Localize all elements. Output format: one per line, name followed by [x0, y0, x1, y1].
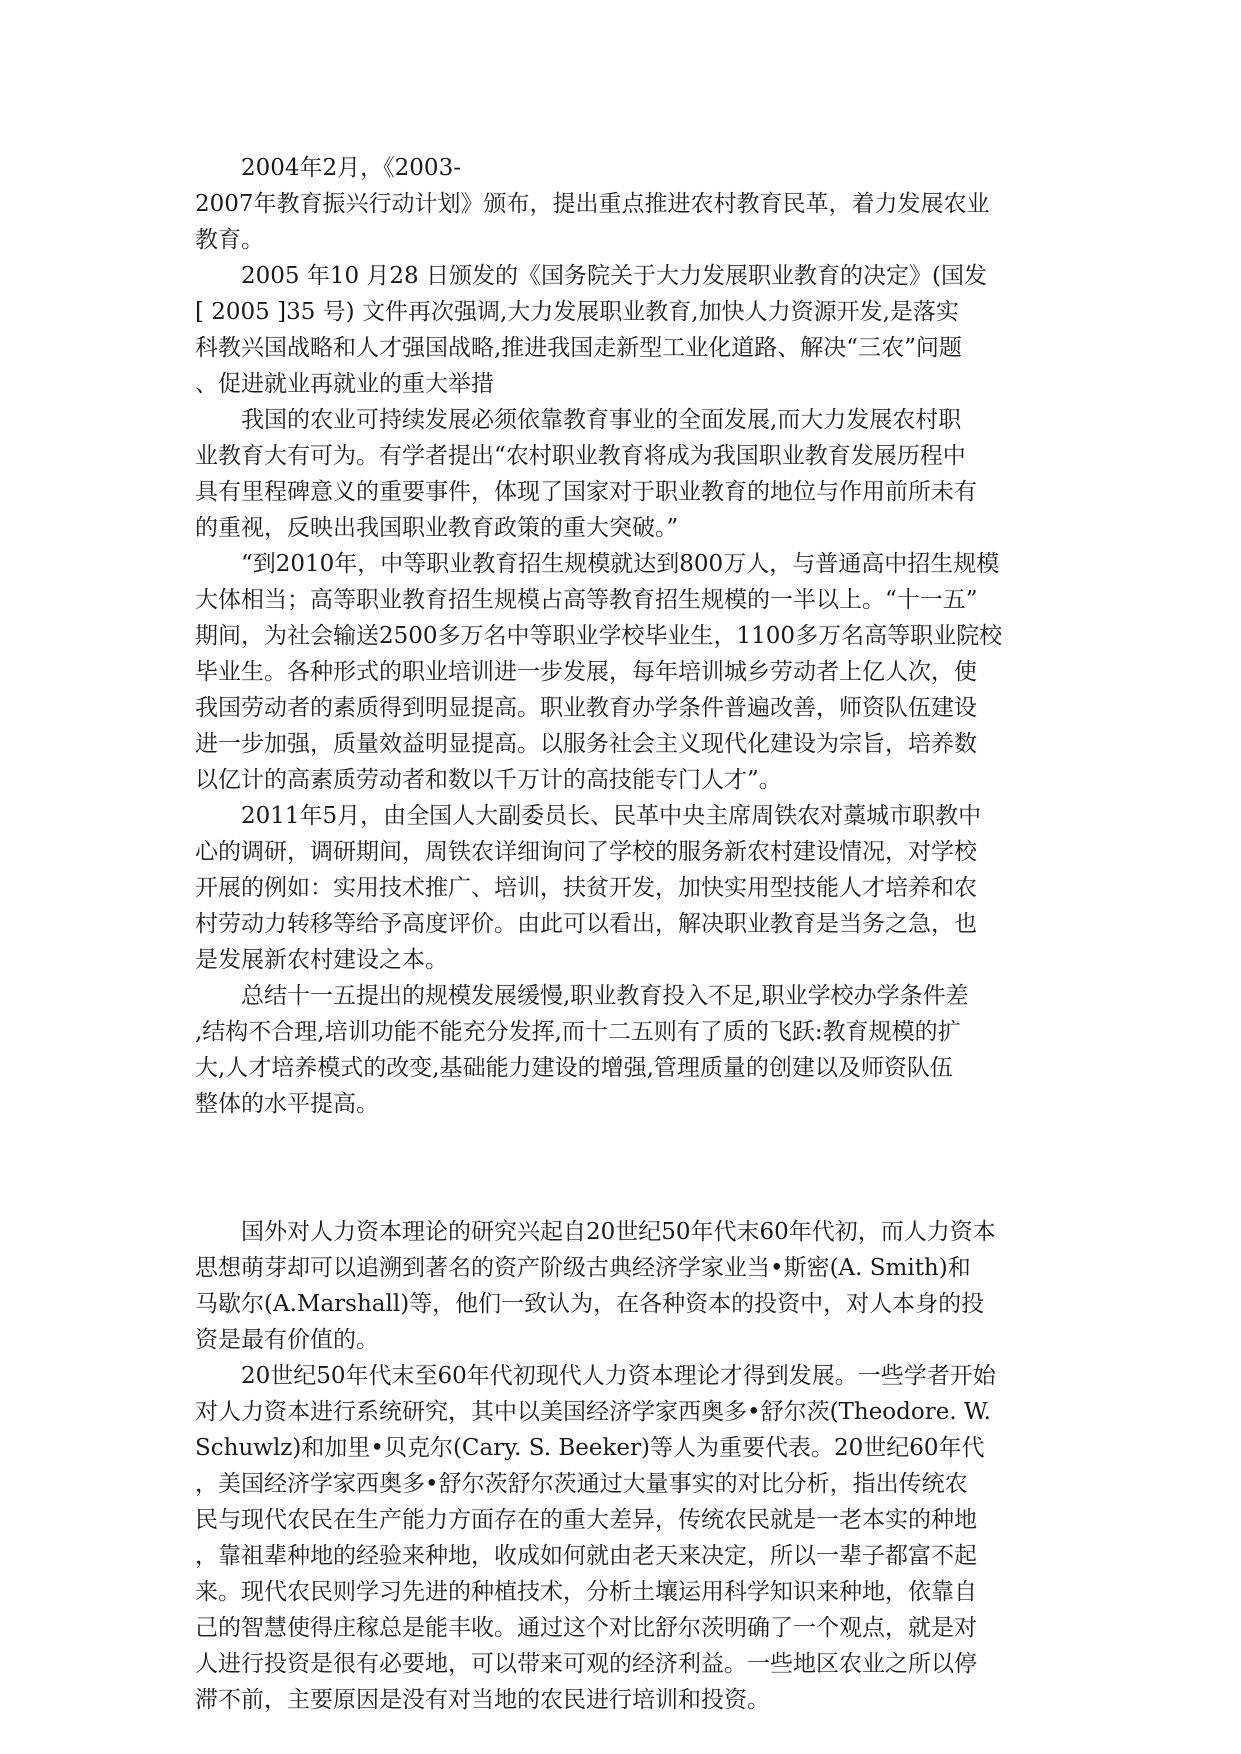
text-line: 我国劳动者的素质得到明显提高。职业教育办学条件普遍改善，师资队伍建设	[195, 695, 977, 721]
text-line: 具有里程碑意义的重要事件，体现了国家对于职业教育的地位与作用前所未有	[195, 479, 977, 505]
text-line: 2007年教育振兴行动计划》颁布，提出重点推进农村教育民革，着力发展农业	[195, 191, 990, 217]
paragraph-first-line: 2005 年10 月28 日颁发的《国务院关于大力发展职业教育的决定》(国发	[241, 263, 987, 289]
text-line: 毕业生。各种形式的职业培训进一步发展，每年培训城乡劳动者上亿人次，使	[195, 659, 977, 685]
text-line: 教育。	[195, 227, 264, 253]
text-line: 开展的例如：实用技术推广、培训，扶贫开发，加快实用型技能人才培养和农	[195, 875, 977, 901]
text-line: 村劳动力转移等给予高度评价。由此可以看出，解决职业教育是当务之急，也	[195, 911, 977, 937]
section-vocational-education	[195, 150, 1045, 1122]
text-line: 大体相当；高等职业教育招生规模占高等教育招生规模的一半以上。“十一五”	[195, 587, 978, 613]
text-line: 资是最有价值的。	[195, 1327, 379, 1353]
text-line: 来。现代农民则学习先进的种植技术，分析土壤运用科学知识来种地，依靠自	[195, 1579, 977, 1605]
text-line: 以亿计的高素质劳动者和数以千万计的高技能专门人才”。	[195, 767, 782, 793]
text-line: 思想萌芽却可以追溯到著名的资产阶级古典经济学家业当•斯密(A. Smith)和	[195, 1255, 971, 1281]
text-line: Schuwlz)和加里•贝克尔(Cary. S. Beeker)等人为重要代表。20世纪60年代	[195, 1435, 985, 1461]
paragraph-first-line: 20世纪50年代末至60年代初现代人力资本理论才得到发展。一些学者开始	[241, 1363, 996, 1389]
text-line: 己的智慧使得庄稼总是能丰收。通过这个对比舒尔茨明确了一个观点，就是对	[195, 1615, 977, 1641]
text-line: 期间，为社会输送2500多万名中等职业学校毕业生，1100多万名高等职业院校	[195, 623, 1003, 649]
text-line: 人进行投资是很有必要地，可以带来可观的经济利益。一些地区农业之所以停	[195, 1651, 977, 1677]
text-line: 整体的水平提高。	[195, 1091, 379, 1117]
paragraph-first-line: 我国的农业可持续发展必须依靠教育事业的全面发展,而大力发展农村职	[241, 407, 962, 433]
text-line: 滞不前，主要原因是没有对当地的农民进行培训和投资。	[195, 1687, 770, 1713]
text-line: 对人力资本进行系统研究，其中以美国经济学家西奥多•舒尔茨(Theodore. W.	[195, 1399, 991, 1425]
text-line: 心的调研，调研期间，周铁农详细询问了学校的服务新农村建设情况，对学校	[195, 839, 977, 865]
text-line: 是发展新农村建设之本。	[195, 947, 448, 973]
text-line: 马歇尔(A.Marshall)等，他们一致认为，在各种资本的投资中，对人本身的投	[195, 1291, 985, 1317]
paragraph-first-line: 2004年2月，《2003-	[241, 155, 461, 181]
text-line: 、促进就业再就业的重大举措	[195, 371, 494, 397]
text-line: ,结构不合理,培训功能不能充分发挥,而十二五则有了质的飞跃:教育规模的扩	[195, 1019, 961, 1045]
text-line: 科教兴国战略和人才强国战略,推进我国走新型工业化道路、解决“三农”问题	[195, 335, 962, 361]
text-line: 进一步加强，质量效益明显提高。以服务社会主义现代化建设为宗旨，培养数	[195, 731, 977, 757]
document-page	[195, 150, 1045, 1718]
paragraph-first-line: “到2010年，中等职业教育招生规模就达到800万人，与普通高中招生规模	[241, 551, 1000, 577]
text-line: ，美国经济学家西奥多•舒尔茨舒尔茨通过大量事实的对比分析，指出传统农	[195, 1471, 968, 1497]
text-line: 的重视，反映出我国职业教育政策的重大突破。”	[195, 515, 679, 541]
section-human-capital-theory	[195, 1214, 1045, 1718]
text-line: ，靠祖辈种地的经验来种地，收成如何就由老天来决定，所以一辈子都富不起	[195, 1543, 977, 1569]
text-line: 业教育大有可为。有学者提出“农村职业教育将成为我国职业教育发展历程中	[195, 443, 966, 469]
paragraph-first-line: 总结十一五提出的规模发展缓慢,职业教育投入不足,职业学校办学条件差	[241, 983, 969, 1009]
paragraph-first-line: 国外对人力资本理论的研究兴起自20世纪50年代末60年代初，而人力资本	[241, 1219, 996, 1245]
text-line: 大,人才培养模式的改变,基础能力建设的增强,管理质量的创建以及师资队伍	[195, 1055, 953, 1081]
text-line: [ 2005 ]35 号) 文件再次强调,大力发展职业教育,加快人力资源开发,是落实	[195, 299, 959, 325]
text-line: 民与现代农民在生产能力方面存在的重大差异，传统农民就是一老本实的种地	[195, 1507, 977, 1533]
paragraph-first-line: 2011年5月，由全国人大副委员长、民革中央主席周铁农对藁城市职教中	[241, 803, 982, 829]
